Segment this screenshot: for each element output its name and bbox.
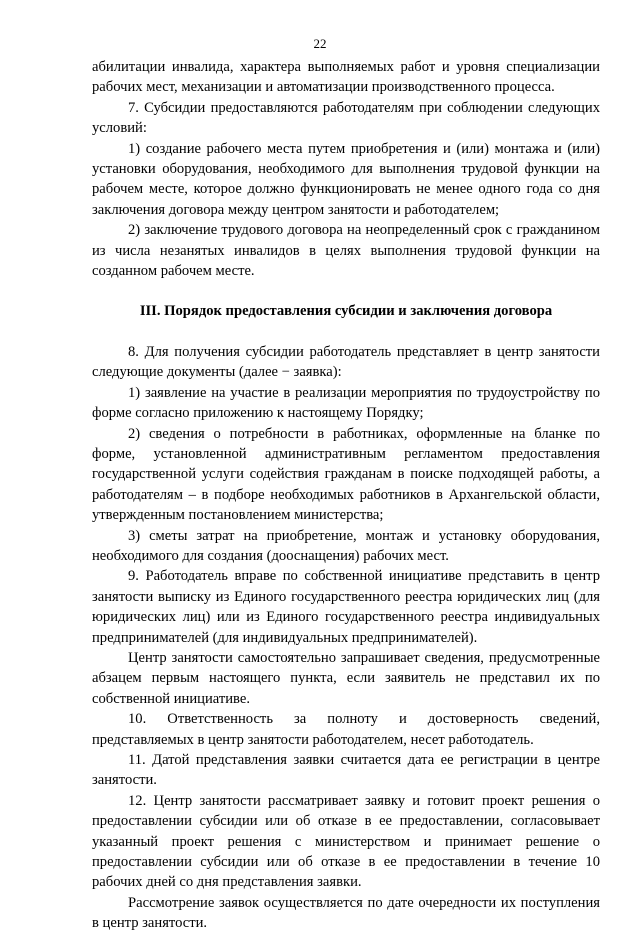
paragraph-8-item-1: 1) заявление на участие в реализации мероприятия по трудоустройству по форме согласно приложению к настоящему Порядку;	[92, 384, 600, 422]
paragraph-continuation: абилитации инвалида, характера выполняемых работ и уровня специализации рабочих мест, механизации и автоматизации производственного процесса.	[92, 59, 600, 96]
paragraph-12-note: Рассмотрение заявок осуществляется по дате очередности их поступления в центр занятости.	[92, 894, 600, 932]
section-heading: III. Порядок предоставления субсидии и заключения договора	[139, 303, 553, 320]
paragraph-10: 10. Ответственность за полноту и достоверность сведений, представляемых в центр занятости работодателем, несет работодатель.	[92, 711, 600, 748]
paragraph-8: 8. Для получения субсидии работодатель представляет в центр занятости следующие документы (далее − заявка):	[92, 343, 600, 381]
paragraph-9: 9. Работодатель вправе по собственной инициативе представить в центр занятости выписку из Единого государственного реестра юридических лиц (для юридических лиц) или из Единого государственного реестра индивидуальных предпринимателей (для индивидуальных предпринимателей).	[92, 568, 600, 646]
paragraph-7-item-1: 1) создание рабочего места путем приобретения и (или) монтажа и (или) установки оборудования, необходимого для выполнения трудовой функции на рабочем месте, которое должно функционировать не менее одного года со дня заключения договора между центром занятости и работодателем;	[92, 140, 600, 218]
paragraph-7-item-2: 2) заключение трудового договора на неопределенный срок с гражданином из числа незанятых инвалидов в целях выполнения трудовой функции на созданном рабочем месте.	[92, 222, 600, 280]
document-body	[92, 57, 600, 934]
paragraph-9-note: Центр занятости самостоятельно запрашивает сведения, предусмотренные абзацем первым настоящего пункта, если заявитель не представил их по собственной инициативе.	[92, 649, 600, 707]
paragraph-12: 12. Центр занятости рассматривает заявку и готовит проект решения о предоставлении субсидии или об отказе в ее предоставлении, согласовывает указанный проект решения с министерством и принимает решение о предоставлении субсидии или об отказе в ее предоставлении в течение 10 рабочих дней со дня представления заявки.	[92, 792, 600, 891]
paragraph-7: 7. Субсидии предоставляются работодателям при соблюдении следующих условий:	[92, 99, 600, 137]
page-number: 22	[313, 36, 327, 51]
paragraph-8-item-2: 2) сведения о потребности в работниках, оформленные на бланке по форме, установленной административным регламентом предоставления государственной услуги содействия гражданам в поиске подходящей работы, а работодателям – в подборе необходимых работников в Архангельской области, утвержденным постановлением министерства;	[92, 425, 600, 524]
paragraph-11: 11. Датой представления заявки считается дата ее регистрации в центре занятости.	[92, 752, 600, 789]
paragraph-8-item-3: 3) сметы затрат на приобретение, монтаж и установку оборудования, необходимого для создания (дооснащения) рабочих мест.	[92, 527, 600, 564]
